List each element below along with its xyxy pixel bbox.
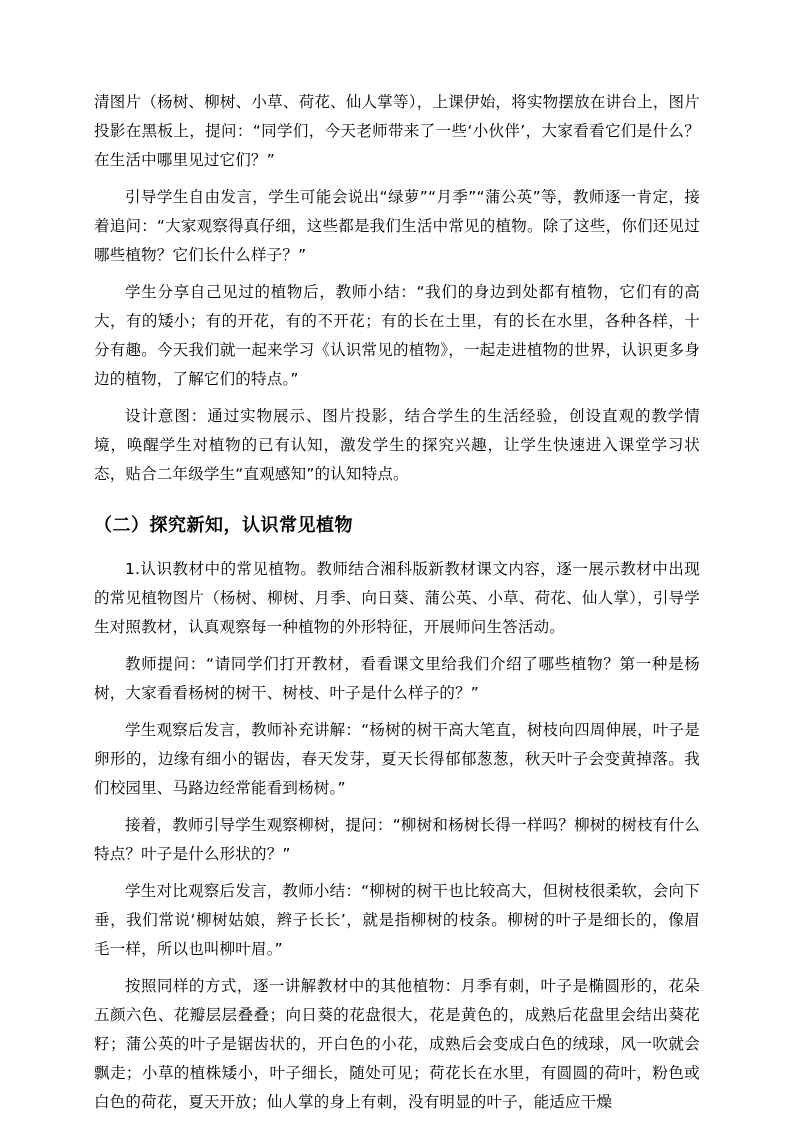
paragraph-willow-summary: 学生对比观察后发言，教师小结：“柳树的树干也比较高大，但树枝很柔软，会向下垂，我们常说‘柳树姑娘，辫子长长’，就是指柳树的枝条。柳树的叶子是细长的，像眉毛一样，所以也叫柳叶眉。” [94,882,700,958]
paragraph-guided-discussion: 引导学生自由发言，学生可能会说出“绿萝”“月季”“蒲公英”等，教师逐一肯定，接着追问：“大家观察得真仔细，这些都是我们生活中常见的植物。除了这些，你们还见过哪些植物？它们长什么样子？” [94,188,700,264]
paragraph-design-intent: 设计意图：通过实物展示、图片投影，结合学生的生活经验，创设直观的教学情境，唤醒学生对植物的已有认知，激发学生的探究兴趣，让学生快速进入课堂学习状态，贴合二年级学生“直观感知”的认知特点。 [94,407,700,483]
paragraph-textbook-plants: 1.认识教材中的常见植物。教师结合湘科版新教材课文内容，逐一展示教材中出现的常见植物图片（杨树、柳树、月季、向日葵、蒲公英、小草、荷花、仙人掌），引导学生对照教材，认真观察每一种植物的外形特征，开展师问生答活动。 [94,560,700,636]
paragraph-other-plants: 按照同样的方式，逐一讲解教材中的其他植物：月季有刺，叶子是椭圆形的，花朵五颜六色、花瓣层层叠叠；向日葵的花盘很大，花是黄色的，成熟后花盘里会结出葵花籽；蒲公英的叶子是锯齿状的，开白色的小花，成熟后会变成白色的绒球，风一吹就会飘走；小草的植株矮小，叶子细长，随处可见；荷花长在水里，有圆圆的荷叶，粉色或白色的荷花，夏天开放；仙人掌的身上有刺，没有明显的叶子，能适应干燥 [94,977,700,1111]
paragraph-poplar-explanation: 学生观察后发言，教师补充讲解：“杨树的树干高大笔直，树枝向四周伸展，叶子是卵形的，边缘有细小的锯齿，春天发芽，夏天长得郁郁葱葱，秋天叶子会变黄掉落。我们校园里、马路边经常能看到杨树。” [94,721,700,797]
section-heading: （二）探究新知，认识常见植物 [94,515,353,536]
document-page [94,88,700,1117]
paragraph-willow-question: 接着，教师引导学生观察柳树，提问：“柳树和杨树长得一样吗？柳树的树枝有什么特点？叶子是什么形状的？” [94,816,700,863]
paragraph-teacher-question: 教师提问：“请同学们打开教材，看看课文里给我们介绍了哪些植物？第一种是杨树，大家看看杨树的树干、树枝、叶子是什么样子的？” [94,655,700,702]
paragraph-teacher-summary: 学生分享自己见过的植物后，教师小结：“我们的身边到处都有植物，它们有的高大，有的矮小；有的开花，有的不开花；有的长在土里，有的长在水里，各种各样，十分有趣。今天我们就一起来学习《认识常见的植物》，一起走进植物的世界，认识更多身边的植物，了解它们的特点。” [94,283,700,388]
paragraph-intro-continued: 清图片（杨树、柳树、小草、荷花、仙人掌等），上课伊始，将实物摆放在讲台上，图片投影在黑板上，提问：“同学们，今天老师带来了一些‘小伙伴’，大家看看它们是什么？在生活中哪里见过它们？” [94,93,700,169]
